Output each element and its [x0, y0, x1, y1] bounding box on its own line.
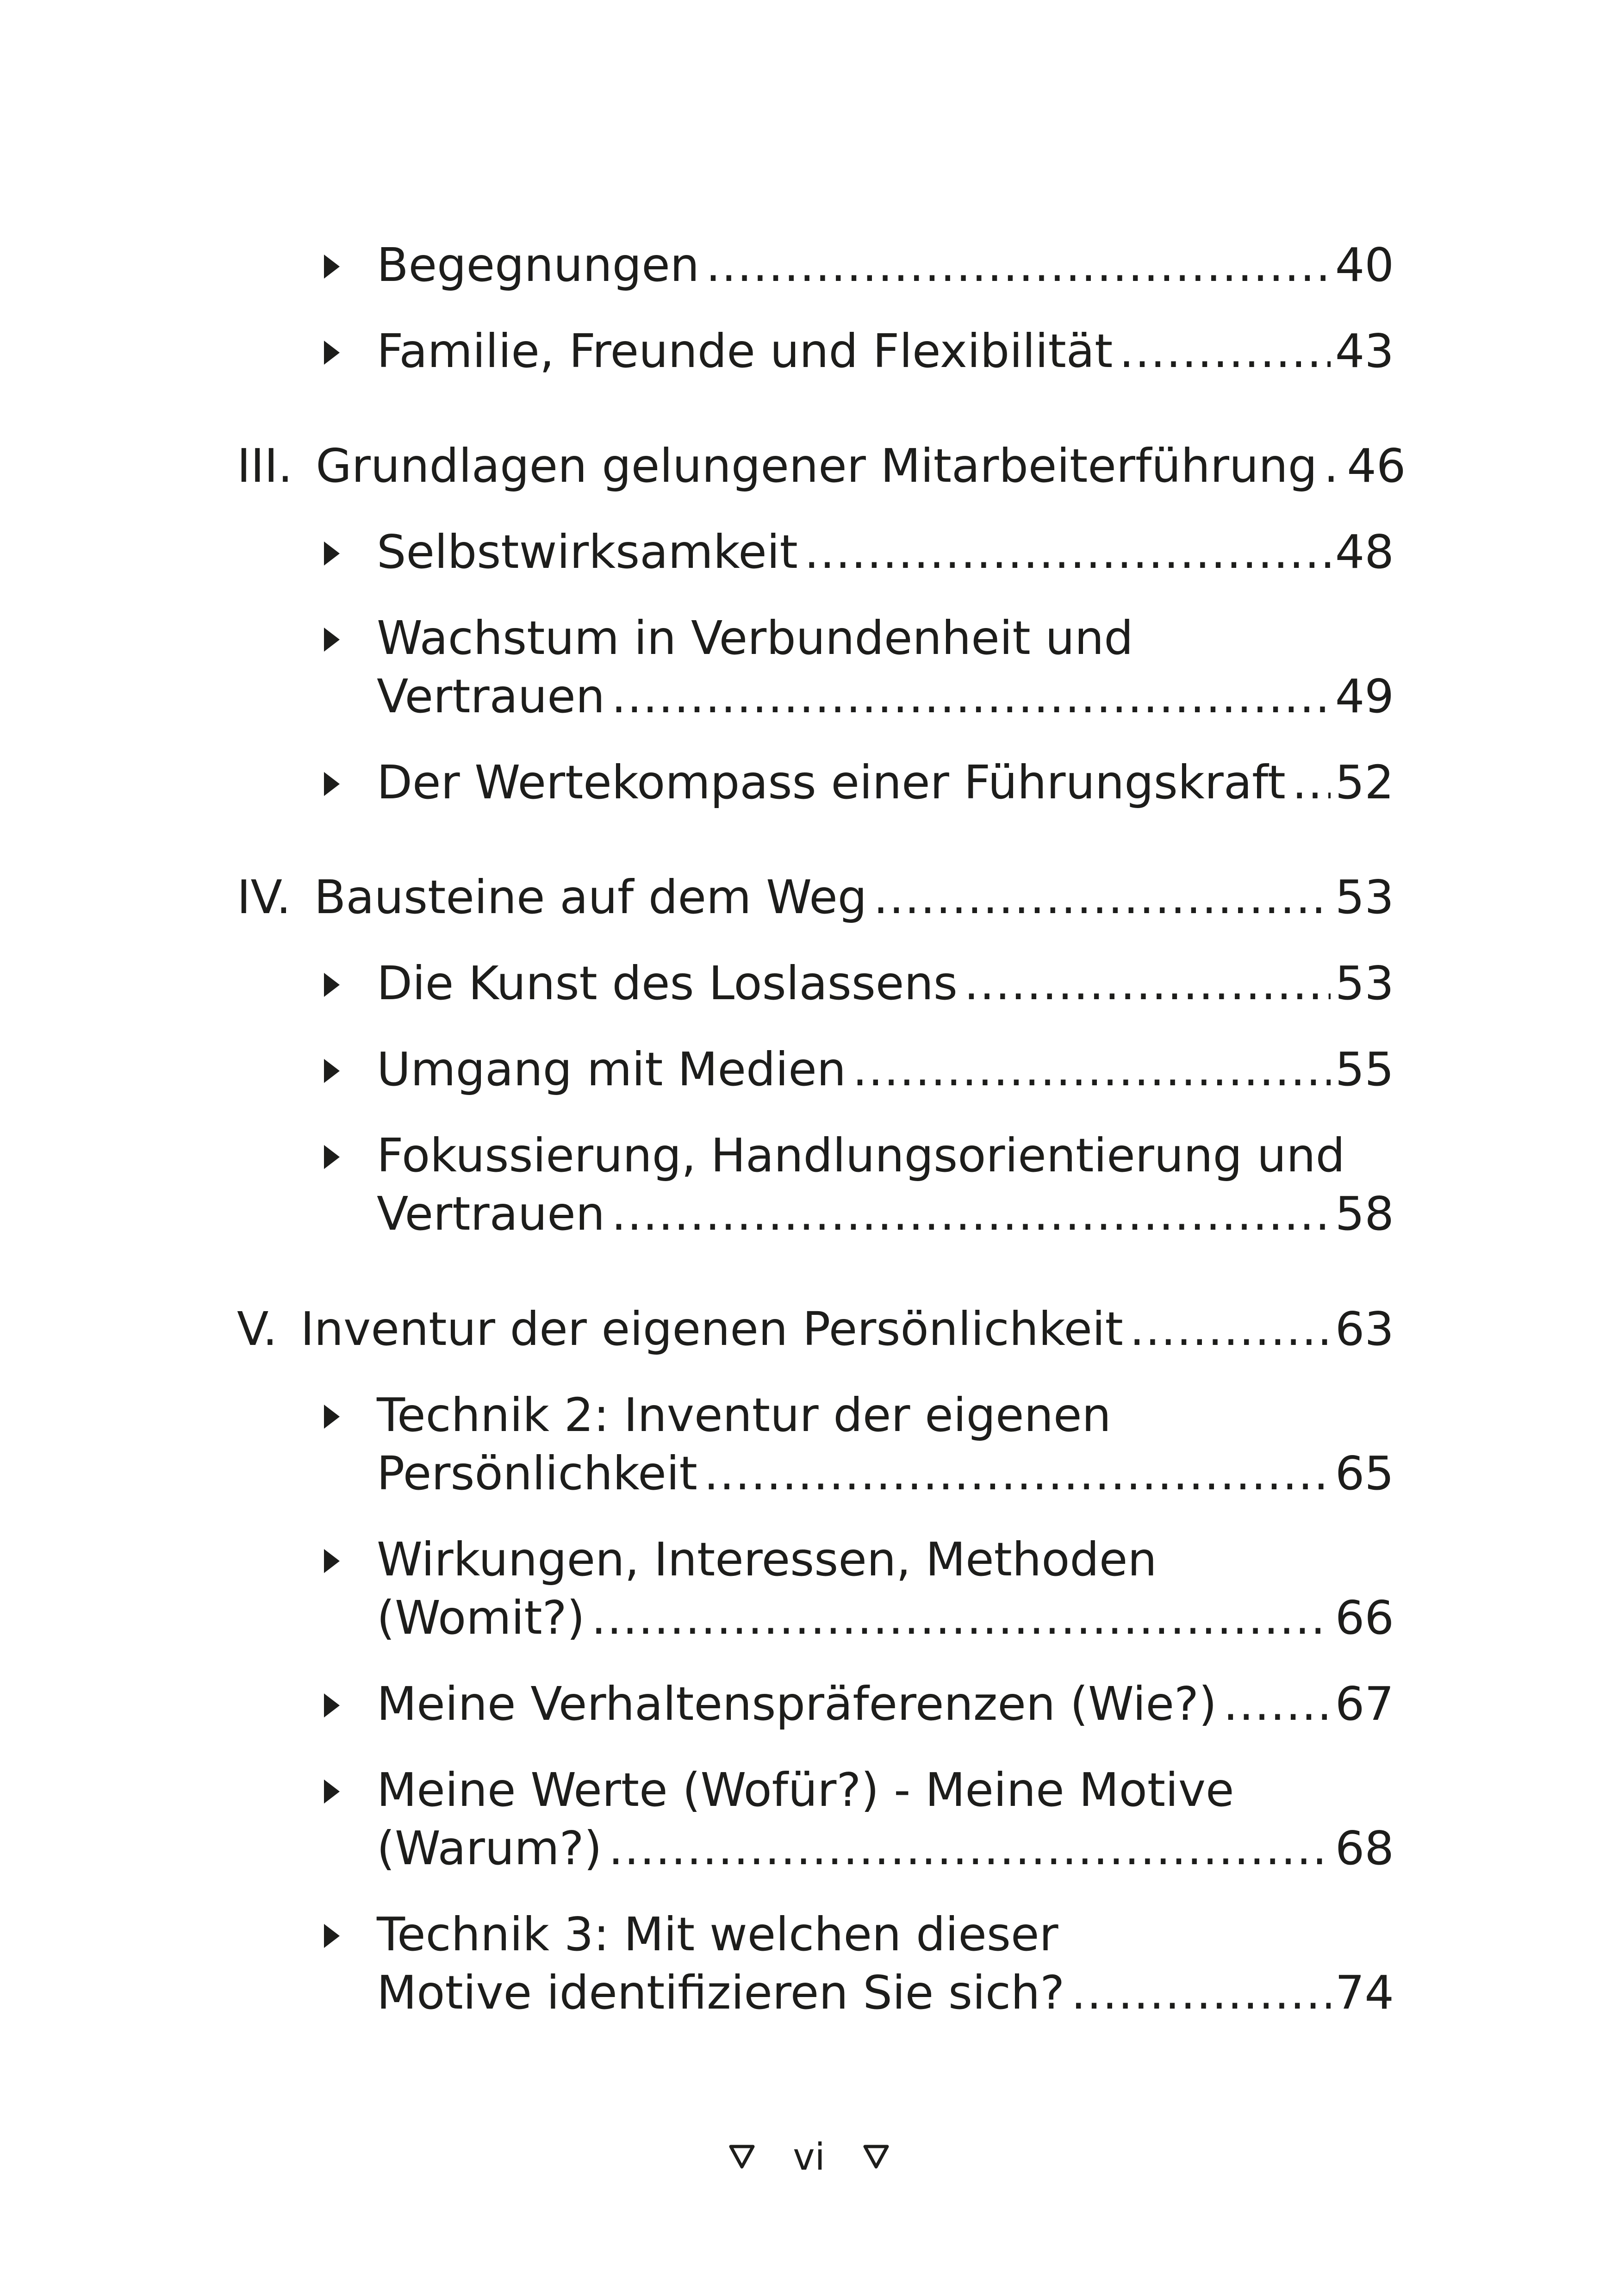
toc-page-number: 48	[1335, 525, 1394, 579]
toc-entry-title: Technik 2: Inventur der eigenen	[377, 1388, 1111, 1442]
toc-page-number: 58	[1335, 1187, 1394, 1241]
triangle-bullet-icon	[324, 1059, 340, 1083]
toc-page-number: 49	[1335, 669, 1394, 723]
toc-line	[377, 1531, 1394, 1589]
toc-line	[377, 1589, 1394, 1647]
dot-leader	[853, 1040, 1331, 1099]
toc-entry-title: Motive identifizieren Sie sich?	[377, 1966, 1065, 2020]
toc-section-entry	[377, 954, 1394, 1013]
toc-page-number: 63	[1335, 1302, 1394, 1356]
dot-leader	[1292, 753, 1331, 812]
toc-line	[237, 437, 1406, 495]
toc-page-number: 68	[1335, 1821, 1394, 1875]
dot-leader	[1223, 1675, 1331, 1733]
down-triangle-outline-icon	[728, 2143, 756, 2171]
toc-page-number: 46	[1347, 439, 1406, 493]
triangle-bullet-icon	[324, 1405, 340, 1429]
toc-line	[377, 1675, 1394, 1733]
toc-section-entry	[377, 1040, 1394, 1099]
toc-entry-title: Wirkungen, Interessen, Methoden	[377, 1532, 1157, 1587]
toc-entry-title: Grundlagen gelungener Mitarbeiterführung	[316, 439, 1318, 493]
dot-leader	[964, 954, 1331, 1013]
triangle-bullet-icon	[324, 772, 340, 796]
toc-entry-title: Bausteine auf dem Weg	[314, 870, 867, 924]
triangle-bullet-icon	[324, 1780, 340, 1804]
triangle-bullet-icon	[324, 341, 340, 365]
triangle-bullet-icon	[324, 1549, 340, 1573]
toc-section-entry	[377, 609, 1394, 726]
triangle-bullet-icon	[324, 541, 340, 566]
toc-line	[377, 236, 1394, 294]
toc-line	[377, 1386, 1394, 1444]
toc-entry-title: Selbstwirksamkeit	[377, 525, 798, 579]
toc-section-entry	[377, 1675, 1394, 1733]
toc-section-entry	[377, 1905, 1394, 2022]
toc-line	[377, 753, 1394, 812]
toc-chapter-entry	[237, 868, 1394, 927]
toc-entry-title: Fokussierung, Handlungsorientierung und	[377, 1128, 1345, 1182]
toc-line	[237, 868, 1394, 927]
dot-leader	[611, 1185, 1331, 1243]
toc-section-entry	[377, 236, 1394, 294]
toc-page-number: 74	[1335, 1966, 1394, 2020]
toc-section-entry	[377, 523, 1394, 581]
toc-line	[377, 609, 1394, 667]
toc-entry-title: Vertrauen	[377, 669, 605, 723]
toc-page-number: 67	[1335, 1677, 1394, 1731]
triangle-bullet-icon	[324, 255, 340, 279]
toc-entry-title: Begegnungen	[377, 238, 700, 292]
toc-line	[377, 1126, 1394, 1185]
toc-section-entry	[377, 1531, 1394, 1647]
chapter-numeral: V.	[237, 1302, 278, 1356]
toc-entry-title: Technik 3: Mit welchen dieser	[377, 1907, 1058, 1961]
triangle-bullet-icon	[324, 973, 340, 997]
page-footer	[0, 2129, 1618, 2184]
toc-line	[377, 1905, 1394, 1964]
toc-entry-title: Persönlichkeit	[377, 1446, 697, 1500]
toc-entry-title: Meine Verhaltenspräferenzen (Wie?)	[377, 1677, 1217, 1731]
toc-line	[377, 1444, 1394, 1503]
toc-line	[237, 1300, 1394, 1358]
toc-chapter-entry	[237, 1300, 1394, 1358]
toc-entry-title: Familie, Freunde und Flexibilität	[377, 324, 1113, 378]
toc-chapter-entry	[237, 437, 1406, 495]
dot-leader	[804, 523, 1331, 581]
dot-leader	[1071, 1964, 1330, 2022]
dot-leader	[1119, 322, 1330, 380]
triangle-bullet-icon	[324, 628, 340, 652]
dot-leader	[611, 667, 1331, 726]
down-triangle-outline-icon	[862, 2143, 890, 2171]
toc-entry-title: Wachstum in Verbundenheit und	[377, 611, 1133, 665]
toc-line	[377, 1964, 1394, 2022]
toc-line	[377, 1040, 1394, 1099]
dot-leader	[1324, 437, 1342, 495]
dot-leader	[704, 1444, 1331, 1503]
toc-page-number: 65	[1335, 1446, 1394, 1500]
toc-line	[377, 1185, 1394, 1243]
chapter-numeral: IV.	[237, 870, 291, 924]
toc-line	[377, 1761, 1394, 1819]
toc-section-entry	[377, 322, 1394, 380]
dot-leader	[706, 236, 1331, 294]
toc-page-number: 40	[1335, 238, 1394, 292]
toc-section-entry	[377, 1386, 1394, 1503]
toc-line	[377, 1819, 1394, 1878]
toc-page-number: 53	[1335, 956, 1394, 1010]
toc-entry-title: (Womit?)	[377, 1591, 585, 1645]
toc-page-number: 43	[1335, 324, 1394, 378]
chapter-numeral: III.	[237, 439, 293, 493]
toc-page-number: 66	[1335, 1591, 1394, 1645]
dot-leader	[609, 1819, 1331, 1878]
toc-entry-title: (Warum?)	[377, 1821, 602, 1875]
toc-page-number: 52	[1335, 755, 1394, 809]
triangle-bullet-icon	[324, 1924, 340, 1948]
dot-leader	[591, 1589, 1331, 1647]
toc-line	[377, 667, 1394, 726]
dot-leader	[873, 868, 1331, 927]
toc-entry-title: Vertrauen	[377, 1187, 605, 1241]
toc-page-number: 55	[1335, 1042, 1394, 1096]
toc-entry-title: Der Wertekompass einer Führungskraft	[377, 755, 1286, 809]
toc-page-number: 53	[1335, 870, 1394, 924]
toc-section-entry	[377, 1761, 1394, 1878]
toc-line	[377, 954, 1394, 1013]
toc-section-entry	[377, 753, 1394, 812]
triangle-bullet-icon	[324, 1145, 340, 1169]
dot-leader	[1130, 1300, 1331, 1358]
toc-entry-title: Inventur der eigenen Persönlichkeit	[300, 1302, 1123, 1356]
toc-entry-title: Umgang mit Medien	[377, 1042, 846, 1096]
toc-line	[377, 322, 1394, 380]
toc-line	[377, 523, 1394, 581]
triangle-bullet-icon	[324, 1693, 340, 1717]
page-number: vi	[793, 2135, 825, 2178]
toc-entry-title: Meine Werte (Wofür?) - Meine Motive	[377, 1763, 1234, 1817]
toc-entry-title: Die Kunst des Loslassens	[377, 956, 958, 1010]
toc-section-entry	[377, 1126, 1394, 1243]
